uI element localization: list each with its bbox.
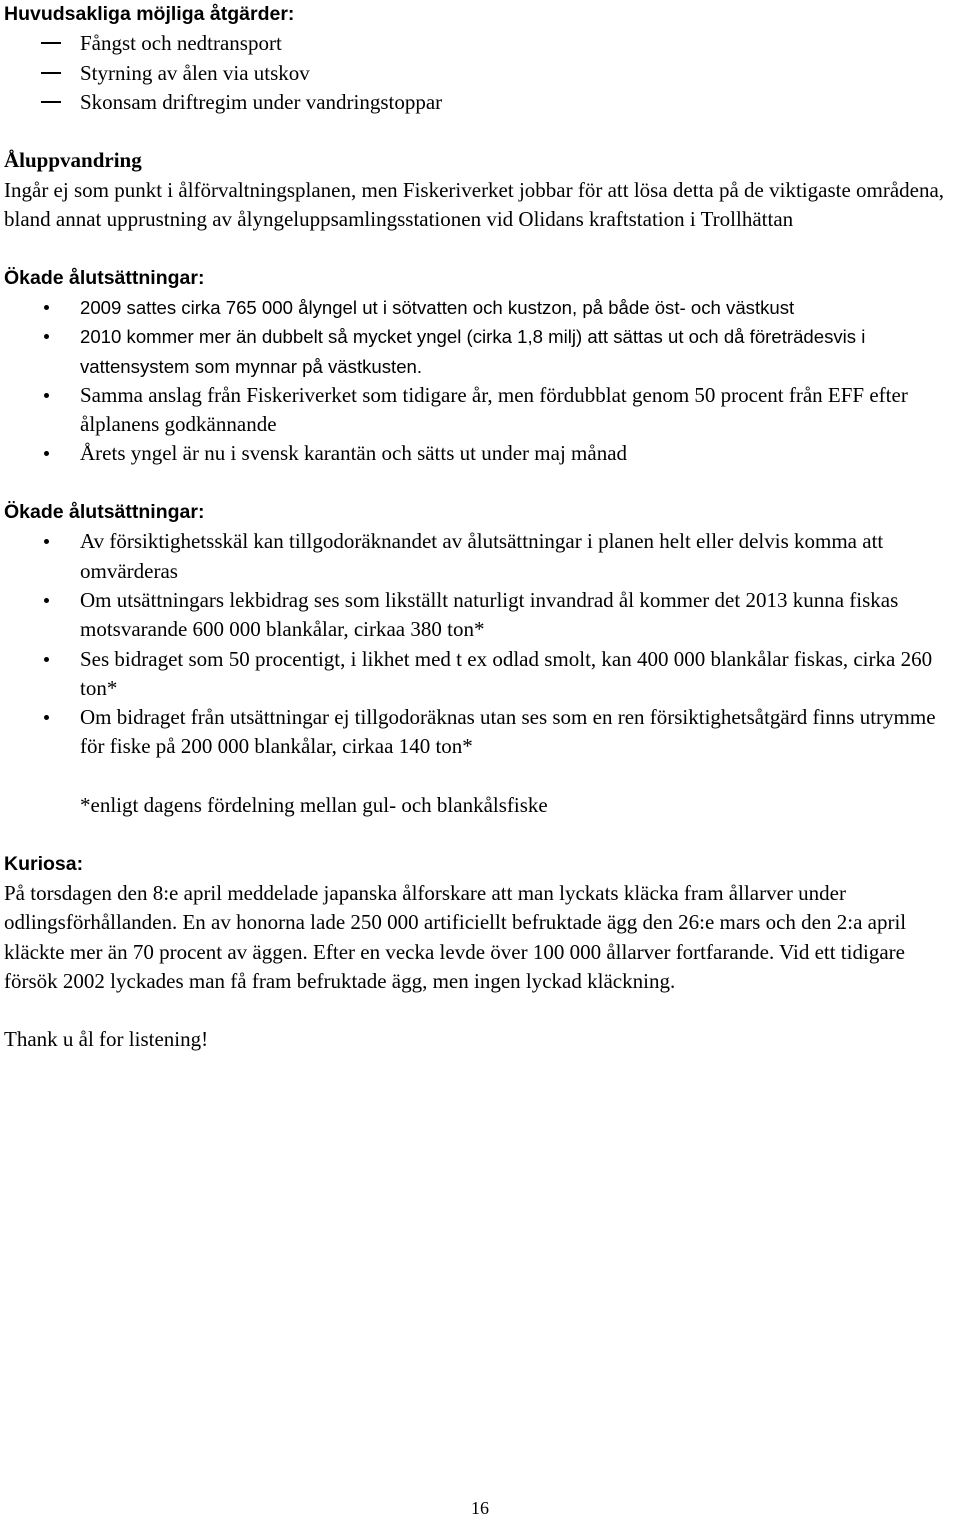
list-item-text: Skonsam driftregim under vandringstoppar xyxy=(80,89,443,114)
section-heading-stocking-2: Ökade ålutsättningar: xyxy=(4,501,205,524)
list-item xyxy=(4,59,954,88)
dash-bullet-icon xyxy=(41,42,61,44)
curiosa-paragraph: På torsdagen den 8:e april meddelade japanska ålforskare att man lyckats kläcka fram ållarver under odlingsförhållanden. En av honorna lade 250 000 artificiellt befruktade ägg den 26:e mars och den 2:a april kläckte mer än 70 procent av äggen. Efter en vecka levde över 100 000 ållarver fortfarande. Vid ett tidigare försök 2002 lyckades man få fram befruktade ägg, men ingen lyckad kläckning. xyxy=(4,880,907,993)
list-item-text: Styrning av ålen via utskov xyxy=(80,60,310,85)
upstream-paragraph: Ingår ej som punkt i ålförvaltningsplanen, men Fiskeriverket jobbar för att lösa detta på de viktigaste områdena, bland annat upprustning av ålyngeluppsamlingsstationen vid Olidans kraftstation i Trollhättan xyxy=(4,177,945,232)
bullet-icon xyxy=(44,334,49,339)
list-item xyxy=(4,586,954,645)
bullet-icon xyxy=(44,539,49,544)
section-stocking-2 xyxy=(4,498,954,820)
dash-bullet-icon xyxy=(41,72,61,74)
list-item xyxy=(4,703,954,762)
spacer xyxy=(4,117,954,146)
closing-line: Thank u ål for listening! xyxy=(4,1027,209,1052)
list-item-text: 2009 sattes cirka 765 000 ålyngel ut i sötvatten och kustzon, på både öst- och västkust xyxy=(80,296,795,318)
spacer xyxy=(4,996,954,1025)
bullet-icon xyxy=(44,715,49,720)
list-item-text: Årets yngel är nu i svensk karantän och sätts ut under maj månad xyxy=(80,441,628,466)
section-measures xyxy=(4,0,954,117)
spacer xyxy=(4,234,954,263)
footnote: *enligt dagens fördelning mellan gul- och blankålsfiske xyxy=(80,793,548,818)
bullet-icon xyxy=(44,305,49,310)
section-heading-upstream: Åluppvandring xyxy=(4,148,142,173)
section-curiosa xyxy=(4,850,954,996)
list-item xyxy=(4,29,954,58)
list-item xyxy=(4,293,954,322)
list-item xyxy=(4,645,954,704)
list-item-text: Samma anslag från Fiskeriverket som tidigare år, men fördubblat genom 50 procent från EFF efter ålplanens godkännande xyxy=(80,382,908,437)
spacer xyxy=(4,820,954,849)
list-item xyxy=(4,381,954,440)
list-item-text: Av försiktighetsskäl kan tillgodoräknandet av ålutsättningar i planen helt eller delvis komma att omvärderas xyxy=(80,529,884,583)
section-upstream xyxy=(4,146,954,234)
list-item-text: Fångst och nedtransport xyxy=(80,31,282,56)
dash-bullet-icon xyxy=(41,101,61,103)
spacer xyxy=(4,762,954,791)
stocking-1-list xyxy=(4,293,954,469)
list-item-text: Ses bidraget som 50 procentigt, i likhet med t ex odlad smolt, kan 400 000 blankålar fiskas, cirka 260 ton* xyxy=(80,646,933,700)
document-page xyxy=(4,0,954,1055)
bullet-icon xyxy=(44,393,49,398)
list-item-text: Om bidraget från utsättningar ej tillgodoräknas utan ses som en ren försiktighetsåtgärd finns utrymme för fiske på 200 000 blankålar, cirkaa 140 ton* xyxy=(80,705,936,759)
list-item-text: Om utsättningars lekbidrag ses som likställt naturligt invandrad ål kommer det 2013 kunna fiskas motsvarande 600 000 blankålar, cirkaa 380 ton* xyxy=(80,587,899,642)
list-item xyxy=(4,88,954,117)
section-heading-curiosa: Kuriosa: xyxy=(4,852,84,875)
list-item xyxy=(4,439,954,468)
spacer xyxy=(4,469,954,498)
bullet-icon xyxy=(44,451,49,456)
list-item xyxy=(4,527,954,586)
bullet-icon xyxy=(44,598,49,603)
measures-list xyxy=(4,29,954,117)
list-item xyxy=(4,322,954,381)
page-number: 16 xyxy=(471,1498,489,1518)
stocking-2-list xyxy=(4,527,954,761)
section-stocking-1 xyxy=(4,264,954,469)
section-heading-stocking-1: Ökade ålutsättningar: xyxy=(4,266,205,289)
bullet-icon xyxy=(44,657,49,662)
list-item-text: 2010 kommer mer än dubbelt så mycket yngel (cirka 1,8 milj) att sättas ut och då företrädesvis i vattensystem som mynnar på västkusten. xyxy=(80,326,866,377)
section-heading-measures: Huvudsakliga möjliga åtgärder: xyxy=(4,3,295,25)
